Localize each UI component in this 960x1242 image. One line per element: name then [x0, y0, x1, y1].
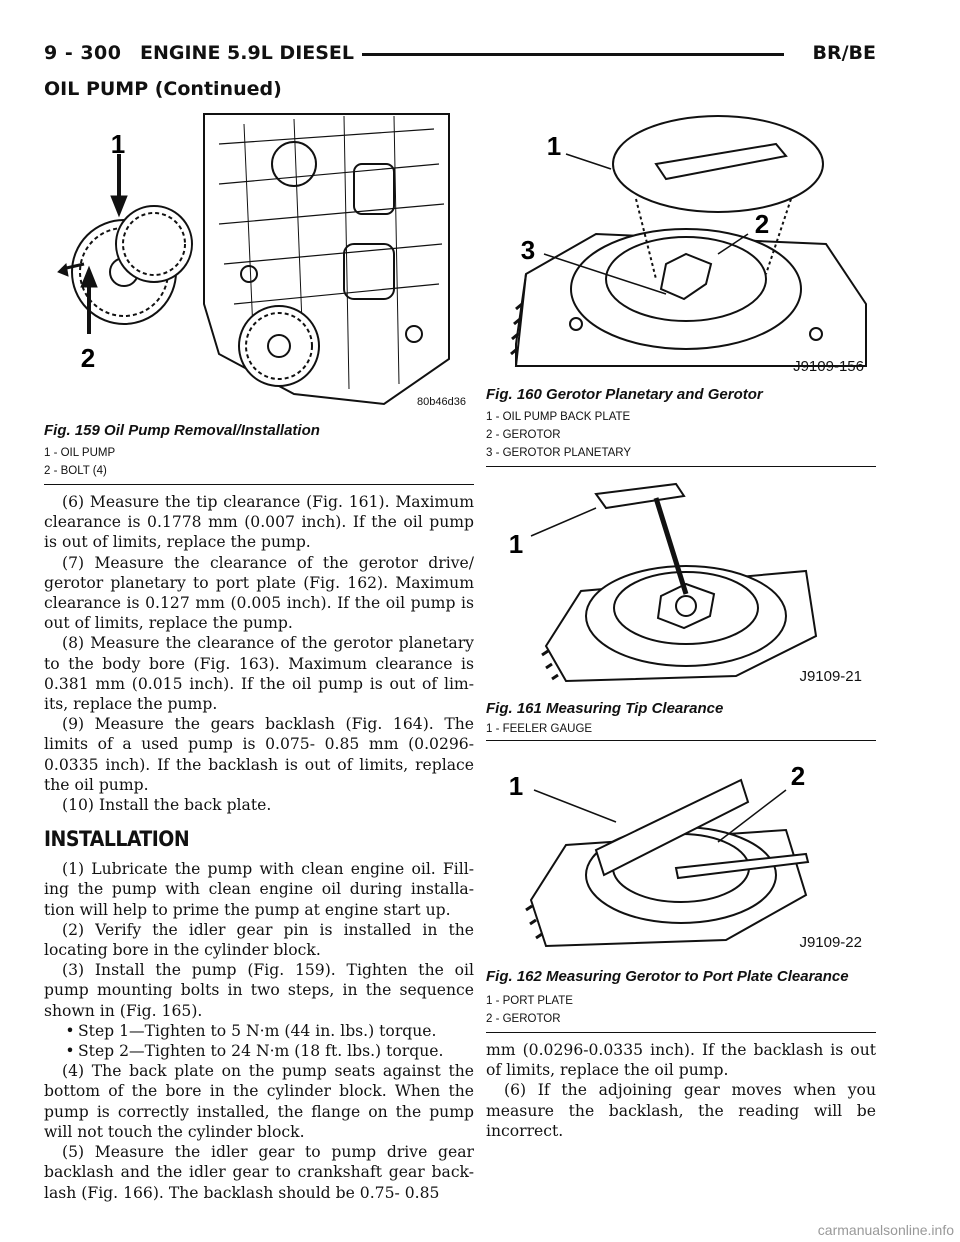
callout-2-icon: [748, 208, 776, 238]
step-paragraph: (2) Verify the idler gear pin is installed in the locating bore in the cylinder block.: [44, 920, 474, 960]
figure-caption: Fig. 162 Measuring Gerotor to Port Plate Clearance: [486, 968, 849, 985]
callout-2-icon: [784, 760, 812, 790]
figure-ref: 80b46d36: [417, 396, 466, 408]
figure-legend-2: 2 - BOLT (4): [44, 465, 107, 477]
figure-legend-1: 1 - FEELER GAUGE: [486, 723, 593, 735]
model-code: BR/BE: [812, 42, 876, 64]
figure-161: [486, 476, 876, 741]
bullet-icon: •: [65, 1042, 75, 1061]
figure-159: [44, 104, 474, 485]
figure-legend-1: 1 - OIL PUMP: [44, 447, 116, 459]
figure-162: [486, 750, 876, 1033]
page-number: 9 - 300: [44, 42, 122, 64]
torque-bullet: [44, 1021, 474, 1041]
step-paragraph: (9) Measure the gears backlash (Fig. 164). The limits of a used pump is 0.075- 0.85 mm (0.0296- 0.0335 inch). If the backlash is out of limits, replace the oil pump.: [44, 715, 474, 794]
tip-clearance-illustration: [486, 476, 876, 694]
page-header: [44, 42, 876, 76]
figure-ref: J9109-22: [799, 934, 862, 951]
step-paragraph: (1) Lubricate the pump with clean engine oil. Fill- ing the pump with clean engine oil during installa- tion will help to prime the pump at engine start up.: [44, 860, 474, 919]
callout-label: 1: [546, 131, 562, 160]
callout-label: 2: [80, 343, 96, 372]
right-column-text: [486, 1040, 876, 1141]
header-rule: [362, 53, 784, 56]
figure-caption: Fig. 161 Measuring Tip Clearance: [486, 700, 724, 717]
bullet-text: Step 2—Tighten to 24 N·m (18 ft. lbs.) torque.: [78, 1042, 444, 1061]
chapter-title: ENGINE 5.9L DIESEL: [140, 42, 355, 64]
installation-heading: INSTALLATION: [44, 827, 190, 852]
step-paragraph: (6) Measure the tip clearance (Fig. 161). Maximum clearance is 0.1778 mm (0.007 inch). If the oil pump is out of limits, replace the pump.: [44, 493, 474, 552]
figure-ref: J9109-156: [793, 358, 864, 375]
step-paragraph: (8) Measure the clearance of the gerotor planetary to the body bore (Fig. 163). Maximum clearance is 0.381 mm (0.015 inch). If the oil pump is out of lim- its, replace the pump.: [44, 634, 474, 714]
section-title: OIL PUMP (Continued): [44, 78, 282, 100]
callout-1-icon: [540, 130, 568, 160]
bullet-icon: •: [65, 1021, 75, 1040]
callout-1-icon: [502, 528, 530, 558]
figure-160: [486, 104, 876, 467]
callout-2-icon: [74, 342, 102, 372]
callout-label: 1: [508, 771, 524, 800]
torque-bullet: [44, 1041, 474, 1061]
figure-caption: Fig. 160 Gerotor Planetary and Gerotor: [486, 386, 763, 403]
callout-label: 2: [754, 209, 770, 238]
callout-3-icon: [514, 234, 542, 264]
step-paragraph: (3) Install the pump (Fig. 159). Tighten the oil pump mounting bolts in two steps, in the sequence shown in (Fig. 165).: [44, 961, 474, 1020]
figure-ref: J9109-21: [799, 668, 862, 685]
step-paragraph: (5) Measure the idler gear to pump drive gear backlash and the idler gear to crankshaft gear back- lash (Fig. 166). The backlash should be 0.75- 0.85: [44, 1143, 474, 1202]
callout-label: 3: [520, 235, 536, 264]
figure-legend-3: 3 - GEROTOR PLANETARY: [486, 447, 632, 459]
figure-caption: Fig. 159 Oil Pump Removal/Installation: [44, 422, 320, 439]
port-plate-clearance-illustration: [486, 750, 876, 960]
left-column-text: [44, 492, 474, 1203]
figure-legend-2: 2 - GEROTOR: [486, 1013, 561, 1025]
continuation-paragraph: mm (0.0296-0.0335 inch). If the backlash is out of limits, replace the oil pump.: [486, 1041, 876, 1080]
callout-1-icon: [502, 770, 530, 800]
figure-legend-1: 1 - OIL PUMP BACK PLATE: [486, 411, 631, 423]
bullet-text: Step 1—Tighten to 5 N·m (44 in. lbs.) torque.: [78, 1021, 437, 1040]
figure-legend-1: 1 - PORT PLATE: [486, 995, 573, 1007]
step-paragraph: (4) The back plate on the pump seats against the bottom of the bore in the cylinder block. When the pump is correctly installed, the flange on the pump will not touch the cylinder block.: [44, 1062, 474, 1141]
step-paragraph: (7) Measure the clearance of the gerotor drive/ gerotor planetary to port plate (Fig. 162). Maximum clearance is 0.127 mm (0.005 inch). If the oil pump is out of limits, replace the pump.: [44, 553, 474, 633]
step-paragraph: (6) If the adjoining gear moves when you measure the backlash, the reading will be incorrect.: [486, 1081, 876, 1140]
step-paragraph: (10) Install the back plate.: [62, 796, 272, 815]
callout-label: 2: [790, 761, 806, 790]
callout-label: 1: [110, 129, 126, 158]
figure-legend-2: 2 - GEROTOR: [486, 429, 561, 441]
callout-1-icon: [104, 128, 132, 158]
watermark: carmanualsonline.info: [817, 1222, 954, 1238]
callout-label: 1: [508, 529, 524, 558]
